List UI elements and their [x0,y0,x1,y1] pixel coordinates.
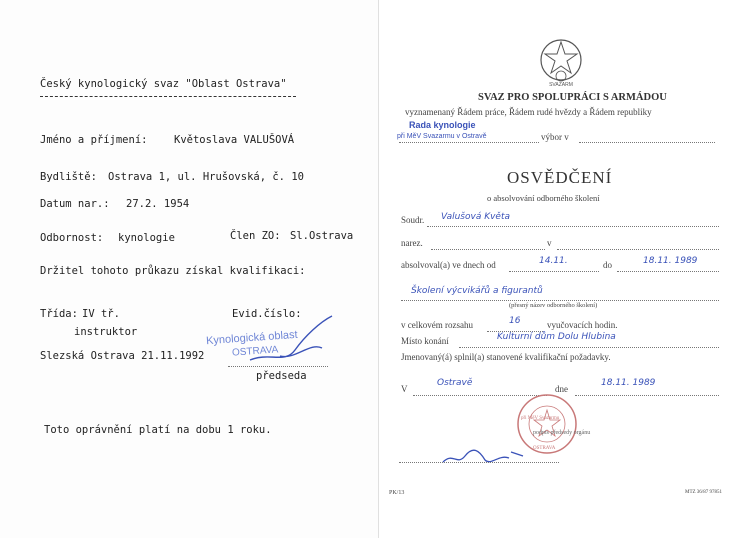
stamp-circle-text-1: při MěV Svazarmu [521,416,560,421]
name-label: Soudr. [401,215,425,225]
address-value: Ostrava 1, ul. Hrušovská, č. 10 [108,171,304,183]
course-line [401,300,719,301]
date-label: dne [555,384,568,394]
member-value: Sl.Ostrava [290,230,354,242]
stamp-text-2: OSTRAVA [231,344,279,359]
stamp-text-1: Kynologická oblast [205,328,299,348]
date-line [575,395,719,396]
right-certificate-page [378,0,750,538]
official-signature [439,442,529,472]
born-label: narez. [401,238,423,248]
org-subtitle: vyznamenaný Řádem práce, Řádem rudé hvězdy a Řádem republiky [405,107,652,117]
place-date: Slezská Ostrava 21.11.1992 [40,350,205,362]
date-to-label: do [603,260,612,270]
date-to-line [617,271,719,272]
name-value: Květoslava VALUŠOVÁ [174,134,295,146]
document-subtitle: o absolvování odborného školení [487,193,600,203]
date-handwritten: 18.11. 1989 [601,378,656,388]
signature-line [228,366,328,367]
hours-label-2: vyučovacích hodin. [547,320,618,330]
completed-label: absolvoval(a) ve dnech od [401,260,496,270]
chairman-label: předseda [256,370,307,382]
field-label: Odbornost: [40,232,104,244]
born-v: v [547,238,552,248]
name-handwritten: Valušová Květa [441,212,511,222]
role-value: instruktor [74,326,138,338]
class-label: Třída: [40,308,78,320]
birth-value: 27.2. 1954 [126,198,190,210]
date-from: 14.11. [539,256,568,266]
committee-line [399,142,539,143]
city-handwritten: Ostravě [437,378,473,388]
field-value: kynologie [118,232,175,244]
hours-label-1: v celkovém rozsahu [401,320,473,330]
emblem-text: SVAZARM [549,82,573,88]
footer-right: MTZ 36/87 97851 [685,490,722,495]
rada-stamp-line-1: Rada kynologie [409,120,476,130]
signer-caption: podpis předsedy orgánu [533,430,591,436]
fulfilled-text: Jmenovaný(á) splnil(a) stanovené kvalifikační požadavky. [401,352,611,362]
born-line [431,249,545,250]
document-title: OSVĚDČENÍ [507,168,613,187]
rada-stamp-line-2: při MěV Svazarmu v Ostravě [397,133,487,140]
chairman-signature [240,312,340,372]
name-label: Jméno a příjmení: [40,134,148,146]
validity-text: Toto oprávnění platí na dobu 1 roku. [44,424,272,436]
name-line [427,226,719,227]
venue-handwritten: Kulturní dům Dolu Hlubina [497,332,616,342]
evid-label: Evid.číslo: [232,308,302,320]
committee-label: výbor v [541,132,569,142]
city-label: V [401,384,408,394]
course-caption: (přesný název odborného školení) [509,302,598,309]
course-handwritten: Školení výcvikářů a figurantů [411,286,543,296]
left-title: Český kynologický svaz "Oblast Ostrava" [40,78,287,90]
footer-left: PK/13 [389,490,405,496]
address-label: Bydliště: [40,171,97,183]
class-value: IV tř. [82,308,120,320]
stamp-circle-text-2: OSTRAVA [533,446,556,451]
committee-fill-line [579,142,715,143]
title-underline [40,96,296,97]
birth-label: Datum nar.: [40,198,110,210]
official-signature-line [399,462,559,463]
org-title: SVAZ PRO SPOLUPRÁCI S ARMÁDOU [478,92,667,103]
date-from-line [509,271,599,272]
date-to: 18.11. 1989 [643,256,698,266]
hours-value: 16 [509,316,521,326]
born-place-line [557,249,719,250]
qualification-text: Držitel tohoto průkazu získal kvalifikaci: [40,265,306,277]
venue-label: Místo konání [401,336,449,346]
svazarm-emblem-icon [537,36,585,88]
member-label: Člen ZO: [230,230,281,242]
venue-line [459,347,719,348]
